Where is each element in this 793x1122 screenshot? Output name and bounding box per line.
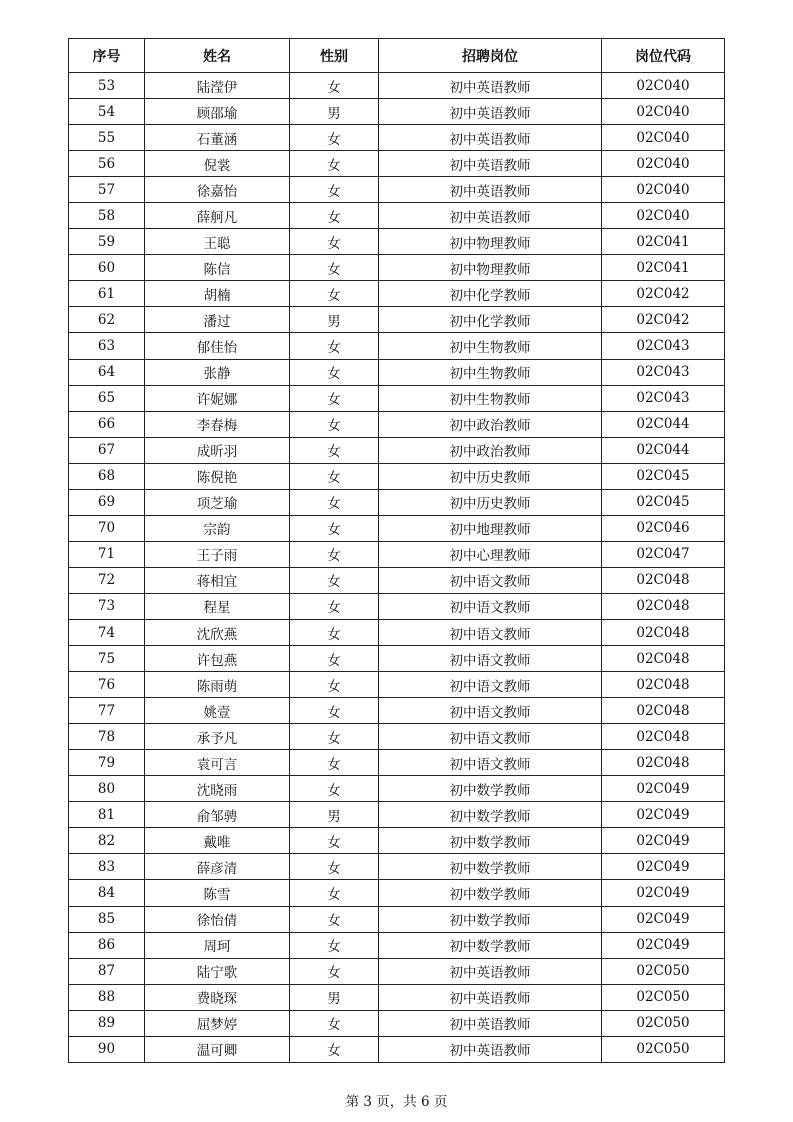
cell-position-code: 02C046 <box>602 515 725 541</box>
cell-name: 李春梅 <box>145 411 290 437</box>
cell-position-code: 02C043 <box>602 359 725 385</box>
table-row <box>69 567 725 593</box>
cell-position: 初中英语教师 <box>379 984 602 1010</box>
table-row <box>69 1036 725 1062</box>
cell-position: 初中历史教师 <box>379 463 602 489</box>
table-row <box>69 1010 725 1036</box>
table-row <box>69 698 725 724</box>
table-row <box>69 463 725 489</box>
cell-position: 初中语文教师 <box>379 750 602 776</box>
cell-serial-number: 66 <box>69 411 145 437</box>
cell-position: 初中英语教师 <box>379 73 602 99</box>
table-row <box>69 802 725 828</box>
cell-position-code: 02C049 <box>602 802 725 828</box>
cell-serial-number: 83 <box>69 854 145 880</box>
table-row <box>69 411 725 437</box>
cell-name: 项芝瑜 <box>145 489 290 515</box>
cell-position-code: 02C049 <box>602 932 725 958</box>
header-gender: 性别 <box>290 39 379 73</box>
cell-position: 初中语文教师 <box>379 724 602 750</box>
cell-gender: 女 <box>290 619 379 645</box>
cell-position-code: 02C048 <box>602 619 725 645</box>
cell-name: 宗韵 <box>145 515 290 541</box>
cell-position-code: 02C050 <box>602 984 725 1010</box>
cell-gender: 男 <box>290 802 379 828</box>
table-row <box>69 489 725 515</box>
table-row <box>69 541 725 567</box>
cell-position-code: 02C048 <box>602 672 725 698</box>
cell-position-code: 02C040 <box>602 125 725 151</box>
table-row <box>69 333 725 359</box>
cell-position: 初中数学教师 <box>379 854 602 880</box>
cell-position-code: 02C048 <box>602 567 725 593</box>
table-row <box>69 255 725 281</box>
cell-name: 薛舸凡 <box>145 203 290 229</box>
cell-serial-number: 76 <box>69 672 145 698</box>
table-row <box>69 99 725 125</box>
cell-position-code: 02C049 <box>602 880 725 906</box>
cell-serial-number: 90 <box>69 1036 145 1062</box>
header-serial-number: 序号 <box>69 39 145 73</box>
table-row <box>69 359 725 385</box>
table-row <box>69 880 725 906</box>
cell-gender: 女 <box>290 880 379 906</box>
table-row <box>69 307 725 333</box>
cell-name: 潘过 <box>145 307 290 333</box>
cell-gender: 男 <box>290 984 379 1010</box>
cell-name: 沈晓雨 <box>145 776 290 802</box>
cell-name: 许包燕 <box>145 646 290 672</box>
cell-serial-number: 75 <box>69 646 145 672</box>
cell-position: 初中语文教师 <box>379 672 602 698</box>
cell-position: 初中历史教师 <box>379 489 602 515</box>
cell-serial-number: 79 <box>69 750 145 776</box>
cell-position: 初中心理教师 <box>379 541 602 567</box>
cell-serial-number: 59 <box>69 229 145 255</box>
table-row <box>69 932 725 958</box>
cell-name: 顾邵瑜 <box>145 99 290 125</box>
cell-serial-number: 89 <box>69 1010 145 1036</box>
table-row <box>69 203 725 229</box>
table-row <box>69 385 725 411</box>
cell-gender: 女 <box>290 463 379 489</box>
cell-name: 陈雪 <box>145 880 290 906</box>
table-row <box>69 593 725 619</box>
cell-serial-number: 57 <box>69 177 145 203</box>
table-row <box>69 177 725 203</box>
cell-name: 沈欣燕 <box>145 619 290 645</box>
cell-serial-number: 60 <box>69 255 145 281</box>
cell-gender: 女 <box>290 776 379 802</box>
cell-gender: 女 <box>290 932 379 958</box>
cell-serial-number: 77 <box>69 698 145 724</box>
cell-gender: 男 <box>290 307 379 333</box>
table-row <box>69 437 725 463</box>
cell-position-code: 02C040 <box>602 177 725 203</box>
cell-serial-number: 69 <box>69 489 145 515</box>
cell-position: 初中英语教师 <box>379 1010 602 1036</box>
table-body <box>69 73 725 1063</box>
cell-position-code: 02C042 <box>602 307 725 333</box>
cell-position-code: 02C041 <box>602 255 725 281</box>
header-position: 招聘岗位 <box>379 39 602 73</box>
cell-name: 蒋相宜 <box>145 567 290 593</box>
cell-gender: 女 <box>290 385 379 411</box>
table-row <box>69 984 725 1010</box>
cell-gender: 女 <box>290 73 379 99</box>
cell-position-code: 02C050 <box>602 1010 725 1036</box>
cell-name: 石董涵 <box>145 125 290 151</box>
cell-position-code: 02C042 <box>602 281 725 307</box>
cell-name: 徐嘉怡 <box>145 177 290 203</box>
cell-serial-number: 53 <box>69 73 145 99</box>
cell-name: 薛彦清 <box>145 854 290 880</box>
cell-gender: 女 <box>290 255 379 281</box>
cell-position-code: 02C045 <box>602 489 725 515</box>
cell-position-code: 02C041 <box>602 229 725 255</box>
cell-position: 初中数学教师 <box>379 828 602 854</box>
cell-position: 初中英语教师 <box>379 958 602 984</box>
header-name: 姓名 <box>145 39 290 73</box>
cell-gender: 女 <box>290 229 379 255</box>
page-footer: 第 3 页，共 6 页 <box>345 1094 448 1110</box>
cell-position-code: 02C043 <box>602 385 725 411</box>
cell-serial-number: 55 <box>69 125 145 151</box>
cell-position-code: 02C048 <box>602 724 725 750</box>
cell-name: 许妮娜 <box>145 385 290 411</box>
cell-gender: 女 <box>290 567 379 593</box>
cell-name: 陆宁歌 <box>145 958 290 984</box>
cell-position-code: 02C049 <box>602 828 725 854</box>
cell-name: 屈梦婷 <box>145 1010 290 1036</box>
table-row <box>69 73 725 99</box>
cell-name: 程星 <box>145 593 290 619</box>
cell-serial-number: 82 <box>69 828 145 854</box>
cell-name: 费晓琛 <box>145 984 290 1010</box>
cell-gender: 女 <box>290 724 379 750</box>
cell-name: 戴唯 <box>145 828 290 854</box>
cell-serial-number: 70 <box>69 515 145 541</box>
cell-gender: 女 <box>290 333 379 359</box>
cell-name: 姚壹 <box>145 698 290 724</box>
cell-name: 倪裳 <box>145 151 290 177</box>
cell-serial-number: 64 <box>69 359 145 385</box>
cell-gender: 女 <box>290 541 379 567</box>
cell-name: 徐怡倩 <box>145 906 290 932</box>
cell-position-code: 02C050 <box>602 1036 725 1062</box>
cell-gender: 女 <box>290 151 379 177</box>
cell-serial-number: 78 <box>69 724 145 750</box>
cell-name: 王子雨 <box>145 541 290 567</box>
cell-gender: 女 <box>290 750 379 776</box>
cell-name: 王聪 <box>145 229 290 255</box>
cell-name: 袁可言 <box>145 750 290 776</box>
cell-position: 初中英语教师 <box>379 151 602 177</box>
cell-position: 初中生物教师 <box>379 359 602 385</box>
cell-position: 初中化学教师 <box>379 307 602 333</box>
cell-position: 初中语文教师 <box>379 593 602 619</box>
cell-gender: 女 <box>290 828 379 854</box>
cell-serial-number: 58 <box>69 203 145 229</box>
cell-gender: 女 <box>290 515 379 541</box>
cell-position: 初中语文教师 <box>379 567 602 593</box>
cell-gender: 女 <box>290 125 379 151</box>
cell-gender: 女 <box>290 203 379 229</box>
cell-gender: 女 <box>290 646 379 672</box>
table-row <box>69 646 725 672</box>
cell-position: 初中英语教师 <box>379 125 602 151</box>
cell-position: 初中数学教师 <box>379 932 602 958</box>
cell-name: 陆滢伊 <box>145 73 290 99</box>
cell-position: 初中英语教师 <box>379 1036 602 1062</box>
cell-position: 初中物理教师 <box>379 255 602 281</box>
cell-position-code: 02C048 <box>602 646 725 672</box>
cell-position: 初中语文教师 <box>379 619 602 645</box>
cell-position-code: 02C048 <box>602 593 725 619</box>
cell-position-code: 02C044 <box>602 437 725 463</box>
cell-position-code: 02C049 <box>602 776 725 802</box>
cell-name: 周珂 <box>145 932 290 958</box>
cell-name: 陈信 <box>145 255 290 281</box>
cell-position-code: 02C043 <box>602 333 725 359</box>
table-row <box>69 750 725 776</box>
cell-position: 初中英语教师 <box>379 177 602 203</box>
cell-gender: 女 <box>290 1010 379 1036</box>
cell-position: 初中语文教师 <box>379 698 602 724</box>
cell-serial-number: 67 <box>69 437 145 463</box>
cell-position-code: 02C040 <box>602 203 725 229</box>
cell-name: 郁佳怡 <box>145 333 290 359</box>
cell-serial-number: 81 <box>69 802 145 828</box>
cell-gender: 男 <box>290 99 379 125</box>
cell-position: 初中物理教师 <box>379 229 602 255</box>
cell-position-code: 02C040 <box>602 73 725 99</box>
cell-name: 承予凡 <box>145 724 290 750</box>
cell-name: 温可卿 <box>145 1036 290 1062</box>
table-row <box>69 515 725 541</box>
cell-name: 胡楠 <box>145 281 290 307</box>
header-position-code: 岗位代码 <box>602 39 725 73</box>
cell-gender: 女 <box>290 593 379 619</box>
cell-position: 初中数学教师 <box>379 776 602 802</box>
cell-serial-number: 62 <box>69 307 145 333</box>
cell-gender: 女 <box>290 177 379 203</box>
cell-position: 初中数学教师 <box>379 906 602 932</box>
cell-position: 初中数学教师 <box>379 880 602 906</box>
cell-gender: 女 <box>290 359 379 385</box>
cell-position: 初中生物教师 <box>379 333 602 359</box>
cell-position-code: 02C045 <box>602 463 725 489</box>
table-row <box>69 958 725 984</box>
cell-serial-number: 72 <box>69 567 145 593</box>
cell-position: 初中数学教师 <box>379 802 602 828</box>
cell-name: 成昕羽 <box>145 437 290 463</box>
cell-position-code: 02C040 <box>602 151 725 177</box>
cell-position-code: 02C048 <box>602 750 725 776</box>
cell-position: 初中地理教师 <box>379 515 602 541</box>
cell-serial-number: 88 <box>69 984 145 1010</box>
table-row <box>69 906 725 932</box>
cell-gender: 女 <box>290 854 379 880</box>
cell-serial-number: 74 <box>69 619 145 645</box>
cell-position: 初中政治教师 <box>379 411 602 437</box>
header-row <box>69 39 725 73</box>
cell-position: 初中政治教师 <box>379 437 602 463</box>
cell-gender: 女 <box>290 672 379 698</box>
cell-serial-number: 85 <box>69 906 145 932</box>
cell-position: 初中英语教师 <box>379 99 602 125</box>
cell-position-code: 02C048 <box>602 698 725 724</box>
cell-position: 初中英语教师 <box>379 203 602 229</box>
cell-position: 初中语文教师 <box>379 646 602 672</box>
applicant-table <box>68 38 725 1063</box>
cell-position-code: 02C044 <box>602 411 725 437</box>
cell-gender: 女 <box>290 906 379 932</box>
table-row <box>69 619 725 645</box>
cell-name: 张静 <box>145 359 290 385</box>
cell-name: 陈倪艳 <box>145 463 290 489</box>
cell-serial-number: 71 <box>69 541 145 567</box>
table-row <box>69 281 725 307</box>
cell-serial-number: 61 <box>69 281 145 307</box>
cell-gender: 女 <box>290 437 379 463</box>
table-row <box>69 229 725 255</box>
cell-serial-number: 87 <box>69 958 145 984</box>
table-row <box>69 776 725 802</box>
cell-gender: 女 <box>290 411 379 437</box>
cell-serial-number: 80 <box>69 776 145 802</box>
cell-serial-number: 84 <box>69 880 145 906</box>
table-row <box>69 151 725 177</box>
cell-position-code: 02C047 <box>602 541 725 567</box>
cell-gender: 女 <box>290 958 379 984</box>
table-row <box>69 854 725 880</box>
table-row <box>69 724 725 750</box>
cell-gender: 女 <box>290 489 379 515</box>
cell-serial-number: 73 <box>69 593 145 619</box>
cell-serial-number: 54 <box>69 99 145 125</box>
cell-serial-number: 86 <box>69 932 145 958</box>
cell-position-code: 02C040 <box>602 99 725 125</box>
cell-position-code: 02C049 <box>602 854 725 880</box>
cell-serial-number: 68 <box>69 463 145 489</box>
cell-serial-number: 65 <box>69 385 145 411</box>
table-row <box>69 828 725 854</box>
cell-position: 初中生物教师 <box>379 385 602 411</box>
cell-gender: 女 <box>290 281 379 307</box>
cell-name: 俞邹骋 <box>145 802 290 828</box>
table-row <box>69 672 725 698</box>
cell-gender: 女 <box>290 698 379 724</box>
cell-serial-number: 63 <box>69 333 145 359</box>
cell-position-code: 02C049 <box>602 906 725 932</box>
cell-gender: 女 <box>290 1036 379 1062</box>
cell-position-code: 02C050 <box>602 958 725 984</box>
cell-position: 初中化学教师 <box>379 281 602 307</box>
cell-serial-number: 56 <box>69 151 145 177</box>
cell-name: 陈雨萌 <box>145 672 290 698</box>
table-row <box>69 125 725 151</box>
